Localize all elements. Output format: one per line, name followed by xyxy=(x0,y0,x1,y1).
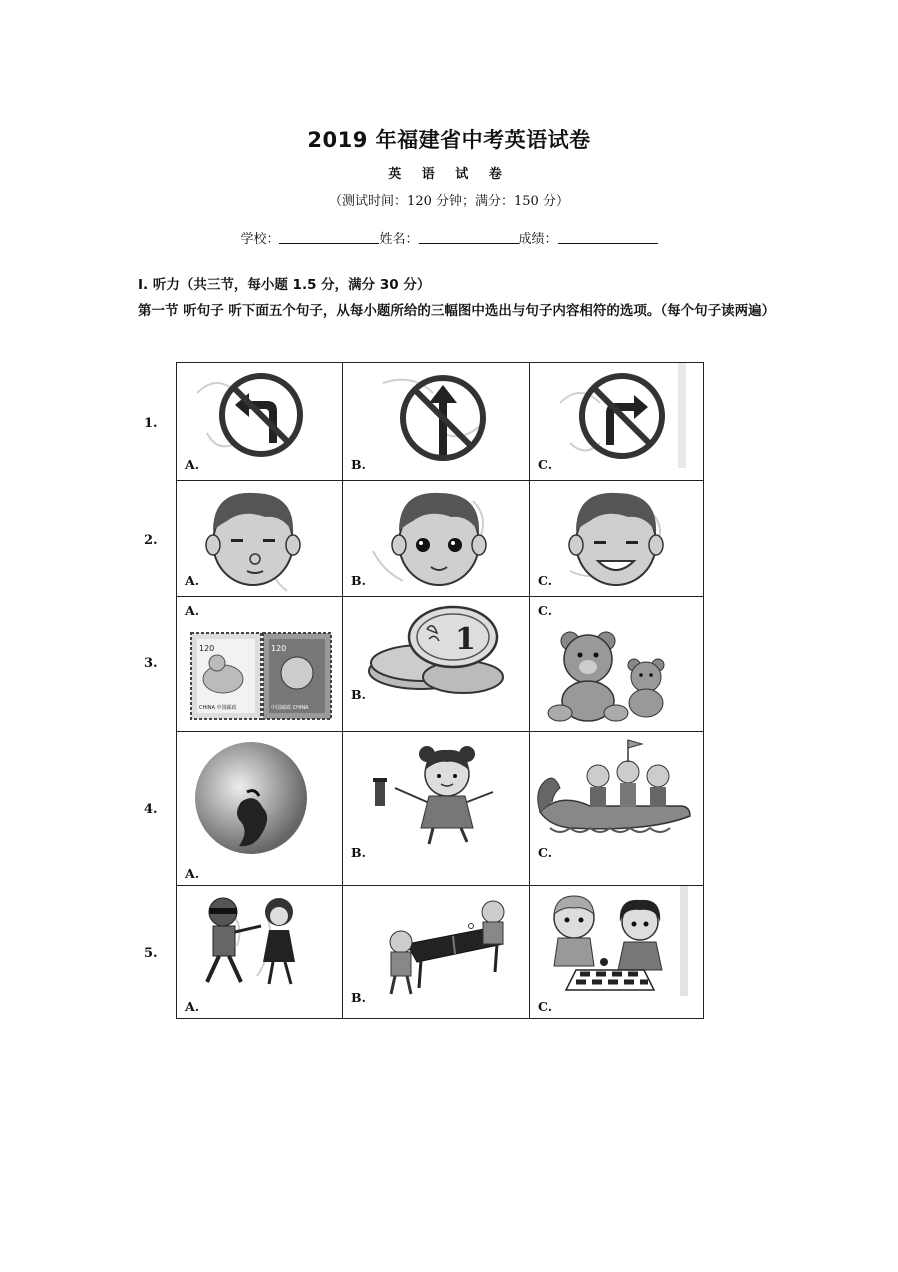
option-cell-5c[interactable] xyxy=(529,885,704,1019)
score-label: 成绩： xyxy=(518,232,558,247)
firecracker-girl-icon xyxy=(343,732,529,885)
option-label: A. xyxy=(185,866,200,881)
option-label: C. xyxy=(538,457,553,472)
stamp-caption: 中国邮政 CHINA xyxy=(271,705,309,711)
option-label: C. xyxy=(538,999,553,1014)
option-cell-2b[interactable] xyxy=(342,480,530,597)
boy-face-smiling-icon xyxy=(530,481,703,596)
exam-info: （测试时间：120 分钟；满分：150 分） xyxy=(329,194,569,209)
name-label: 姓名： xyxy=(379,232,419,247)
option-label: C. xyxy=(538,845,553,860)
chess-kids-icon xyxy=(530,886,703,1018)
option-cell-3c[interactable] xyxy=(529,596,704,732)
student-info-line xyxy=(0,228,898,247)
option-cell-1b[interactable] xyxy=(342,362,530,481)
blindfold-game-icon xyxy=(177,886,342,1018)
option-cell-5a[interactable] xyxy=(176,885,343,1019)
question-number-5: 5. xyxy=(144,946,158,961)
option-cell-4a[interactable] xyxy=(176,731,343,886)
option-cell-2a[interactable] xyxy=(176,480,343,597)
school-label: 学校： xyxy=(240,232,280,247)
option-label: A. xyxy=(185,457,200,472)
no-straight-icon xyxy=(343,363,529,480)
stamps-icon xyxy=(177,597,342,731)
option-cell-4b[interactable] xyxy=(342,731,530,886)
option-cell-1c[interactable] xyxy=(529,362,704,481)
picture-options-table xyxy=(176,362,704,1019)
question-number-3: 3. xyxy=(144,656,158,671)
option-label: B. xyxy=(351,457,366,472)
no-right-turn-icon xyxy=(530,363,703,480)
option-cell-5b[interactable] xyxy=(342,885,530,1019)
question-number-4: 4. xyxy=(144,802,158,817)
page-title: 2019 年福建省中考英语试卷 xyxy=(307,128,591,152)
question-number-2: 2. xyxy=(144,533,158,548)
option-label: A. xyxy=(185,573,200,588)
no-left-turn-icon xyxy=(177,363,342,480)
stamp-caption: CHINA 中国邮政 xyxy=(199,705,237,711)
option-label: C. xyxy=(538,573,553,588)
option-cell-2c[interactable] xyxy=(529,480,704,597)
dragon-boat-icon xyxy=(530,732,703,885)
score-blank[interactable] xyxy=(558,231,658,244)
option-label: B. xyxy=(351,573,366,588)
option-cell-1a[interactable] xyxy=(176,362,343,481)
option-label: B. xyxy=(351,845,366,860)
stamp-value: 120 xyxy=(199,644,215,653)
question-number-1: 1. xyxy=(144,416,158,431)
moon-festival-icon xyxy=(177,732,342,885)
option-label: C. xyxy=(538,603,553,618)
paper-subtitle: 英 语 试 卷 xyxy=(388,167,510,182)
coin-value: 1 xyxy=(455,622,476,657)
option-cell-3b[interactable] xyxy=(342,596,530,732)
option-label: B. xyxy=(351,990,366,1005)
option-cell-3a[interactable] xyxy=(176,596,343,732)
boy-face-surprised-icon xyxy=(343,481,529,596)
boy-face-calm-icon xyxy=(177,481,342,596)
coins-icon xyxy=(343,597,529,731)
option-label: A. xyxy=(185,603,200,618)
part-instructions: 第一节 听句子 听下面五个句子，从每小题所给的三幅图中选出与句子内容相符的选项。（每个句子读两遍） xyxy=(138,303,776,319)
stamp-value: 120 xyxy=(271,644,287,653)
option-cell-4c[interactable] xyxy=(529,731,704,886)
section-heading: Ⅰ. 听力（共三节，每小题 1.5 分，满分 30 分） xyxy=(138,277,431,293)
school-blank[interactable] xyxy=(279,231,379,244)
teddy-bears-icon xyxy=(530,597,703,731)
option-label: A. xyxy=(185,999,200,1014)
table-tennis-icon xyxy=(343,886,529,1018)
name-blank[interactable] xyxy=(419,231,519,244)
option-label: B. xyxy=(351,687,366,702)
